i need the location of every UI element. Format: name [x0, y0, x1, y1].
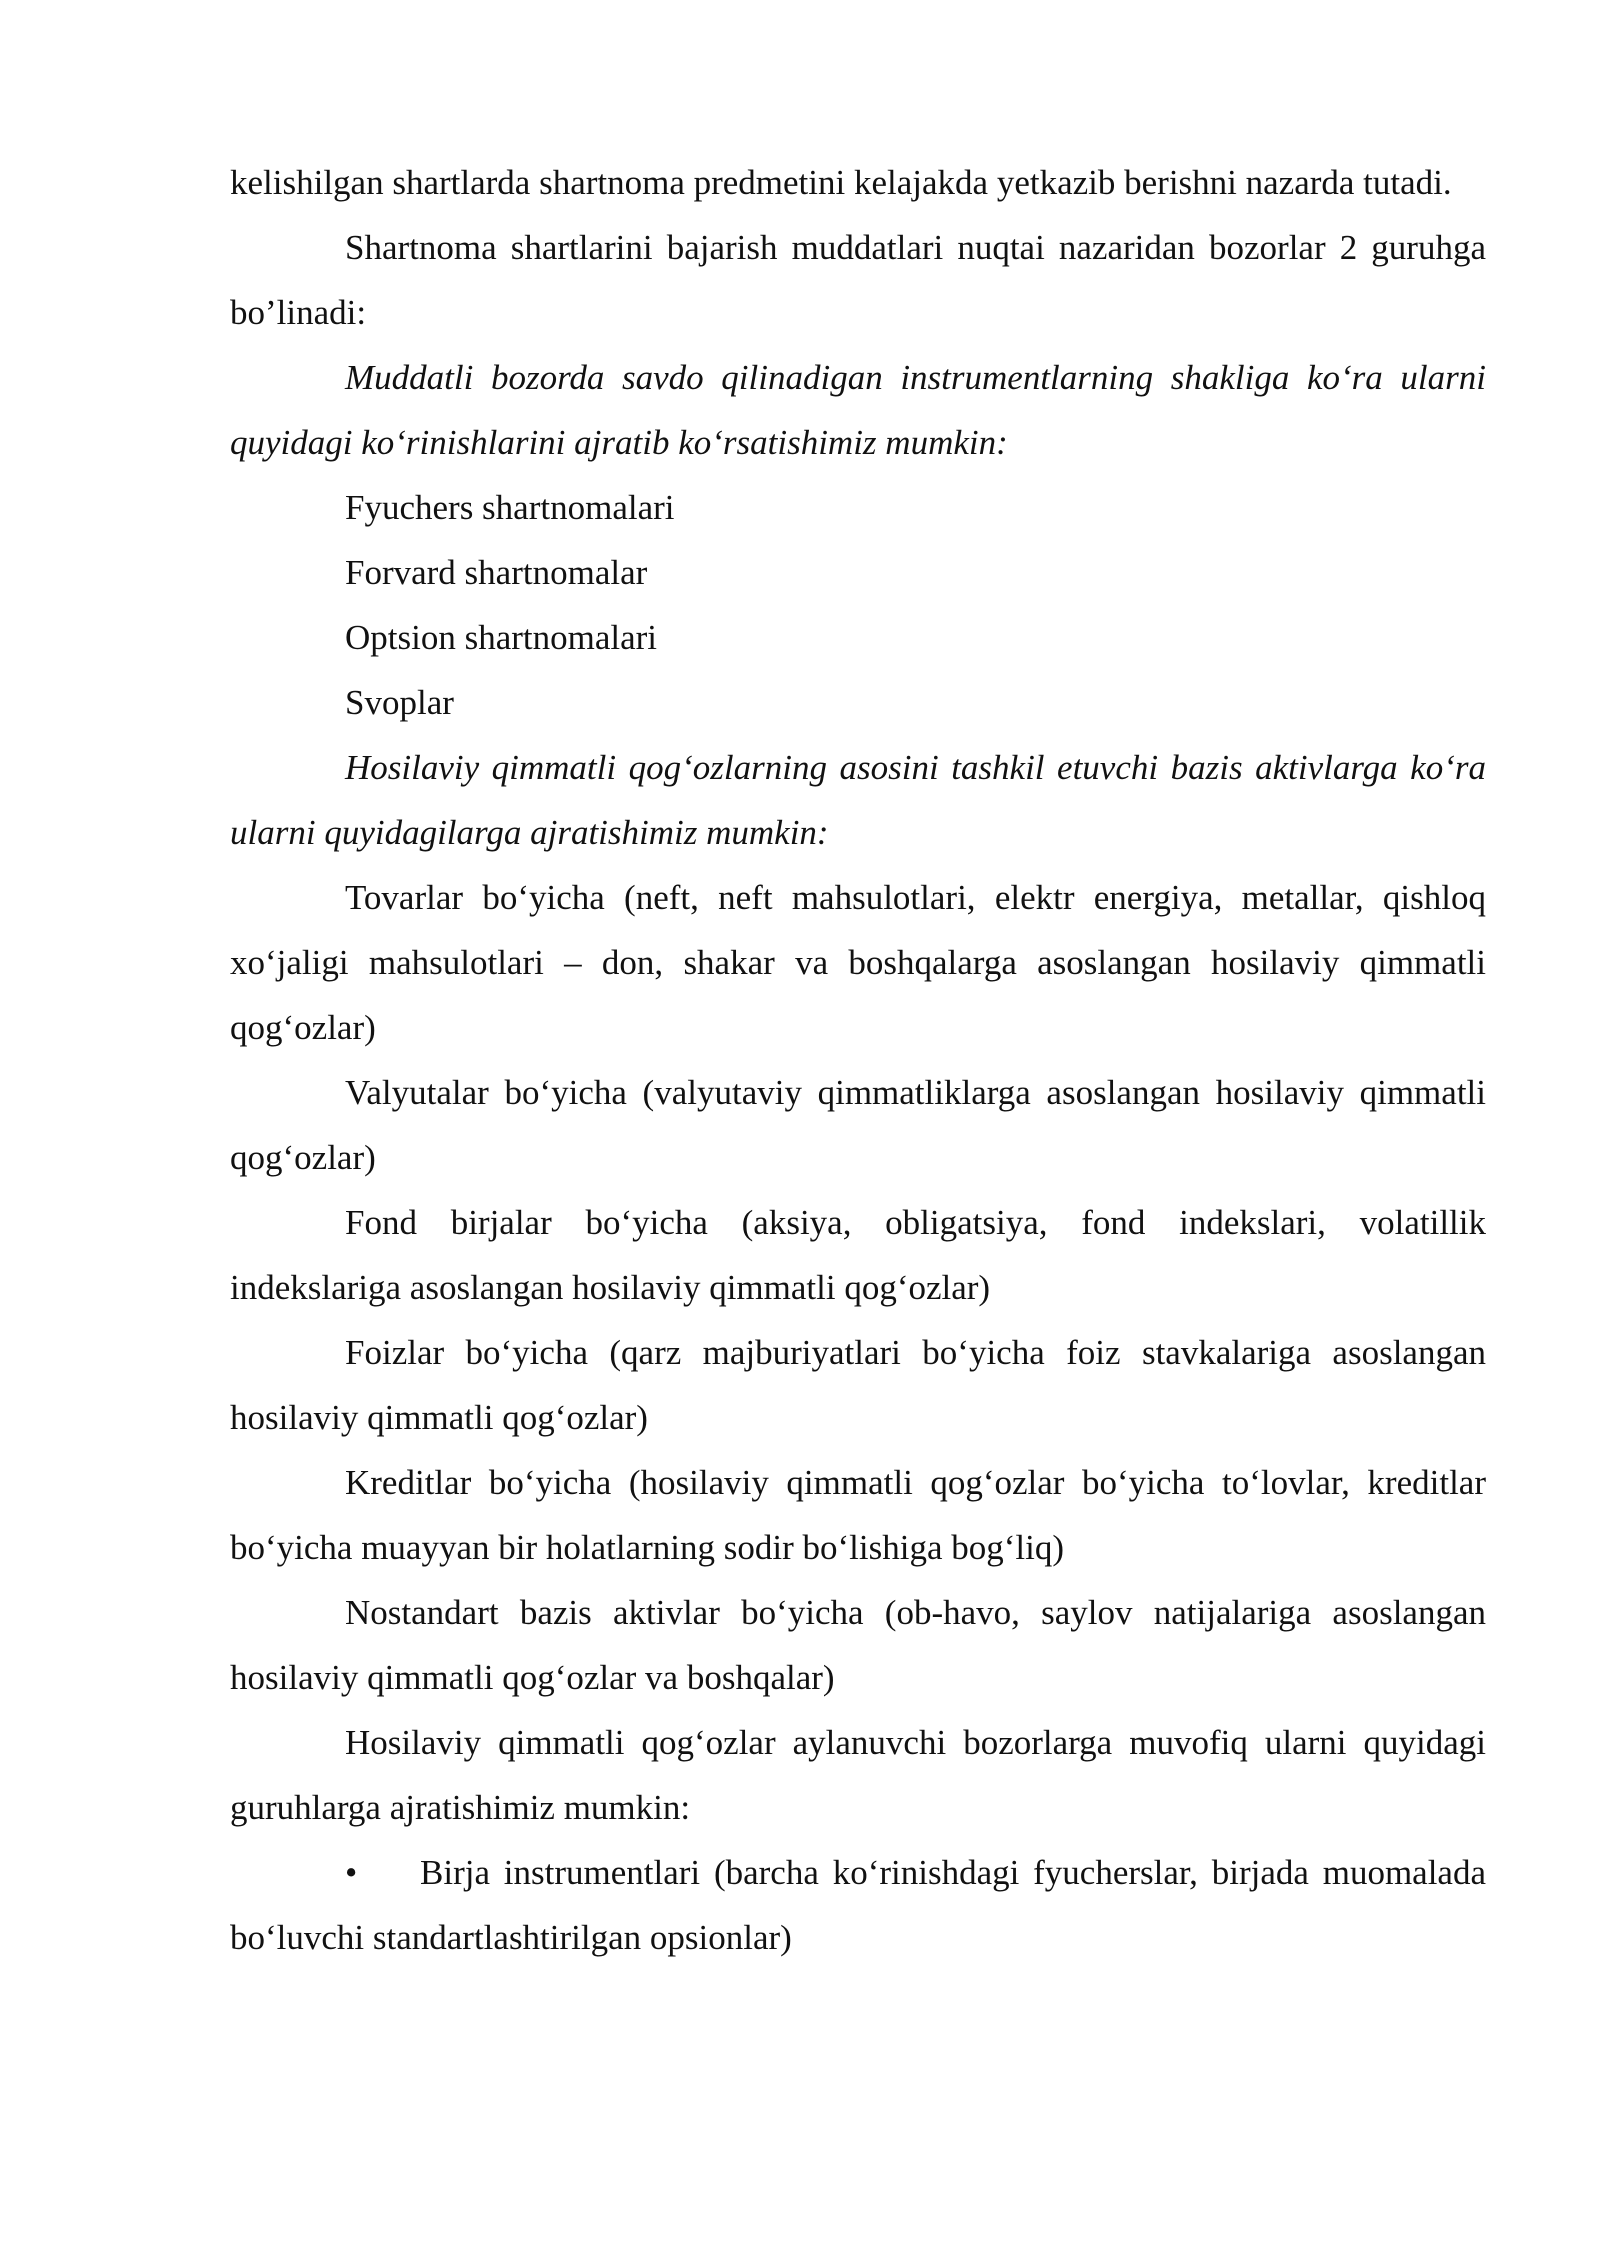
paragraph-interest-rates: Foizlar bo‘yicha (qarz majburiyatlari bo‘yicha foiz stavkalariga asoslangan hosilaviy qimmatli qog‘ozlar) — [230, 1333, 1486, 1437]
paragraph-instrument-types-heading: Muddatli bozorda savdo qilinadigan instrumentlarning shakliga ko‘ra ularni quyidagi ko‘rinishlarini ajratib ko‘rsatishimiz mumkin: — [230, 358, 1486, 462]
paragraph-underlying-assets-heading: Hosilaviy qimmatli qog‘ozlarning asosini tashkil etuvchi bazis aktivlarga ko‘ra ularni quyidagilarga ajratishimiz mumkin: — [230, 748, 1486, 852]
bullet-item-exchange-instruments — [230, 1840, 1486, 1970]
list-item-forward: Forvard shartnomalar — [345, 553, 648, 592]
list-item-option: Optsion shartnomalari — [345, 618, 658, 657]
bullet-icon: • — [345, 1853, 358, 1892]
paragraph-nonstandard-assets: Nostandart bazis aktivlar bo‘yicha (ob-havo, saylov natijalariga asoslangan hosilaviy qimmatli qog‘ozlar va boshqalar) — [230, 1593, 1486, 1697]
paragraph-currencies: Valyutalar bo‘yicha (valyutaviy qimmatliklarga asoslangan hosilaviy qimmatli qog‘ozlar) — [230, 1073, 1486, 1177]
paragraph-commodities: Tovarlar bo‘yicha (neft, neft mahsulotlari, elektr energiya, metallar, qishloq xo‘jaligi mahsulotlari – don, shakar va boshqalarga asoslangan hosilaviy qimmatli qog‘ozlar) — [230, 878, 1486, 1047]
paragraph-continuation: kelishilgan shartlarda shartnoma predmetini kelajakda yetkazib berishni nazarda tutadi. — [230, 163, 1452, 202]
list-item-futures: Fyuchers shartnomalari — [345, 488, 675, 527]
paragraph-credits: Kreditlar bo‘yicha (hosilaviy qimmatli qog‘ozlar bo‘yicha to‘lovlar, kreditlar bo‘yicha muayyan bir holatlarning sodir bo‘lishiga bog‘liq) — [230, 1463, 1486, 1567]
paragraph-market-groups: Shartnoma shartlarini bajarish muddatlari nuqtai nazaridan bozorlar 2 guruhga bo’linadi: — [230, 228, 1486, 332]
paragraph-stock-exchanges: Fond birjalar bo‘yicha (aksiya, obligatsiya, fond indekslari, volatillik indekslariga asoslangan hosilaviy qimmatli qog‘ozlar) — [230, 1203, 1486, 1307]
document-page — [230, 150, 1486, 1970]
list-item-swaps: Svoplar — [345, 683, 454, 722]
bullet-item-text: Birja instrumentlari (barcha ko‘rinishdagi fyucherslar, birjada muomalada bo‘luvchi standartlashtirilgan opsionlar) — [230, 1853, 1486, 1957]
paragraph-market-circulation: Hosilaviy qimmatli qog‘ozlar aylanuvchi bozorlarga muvofiq ularni quyidagi guruhlarga ajratishimiz mumkin: — [230, 1723, 1486, 1827]
